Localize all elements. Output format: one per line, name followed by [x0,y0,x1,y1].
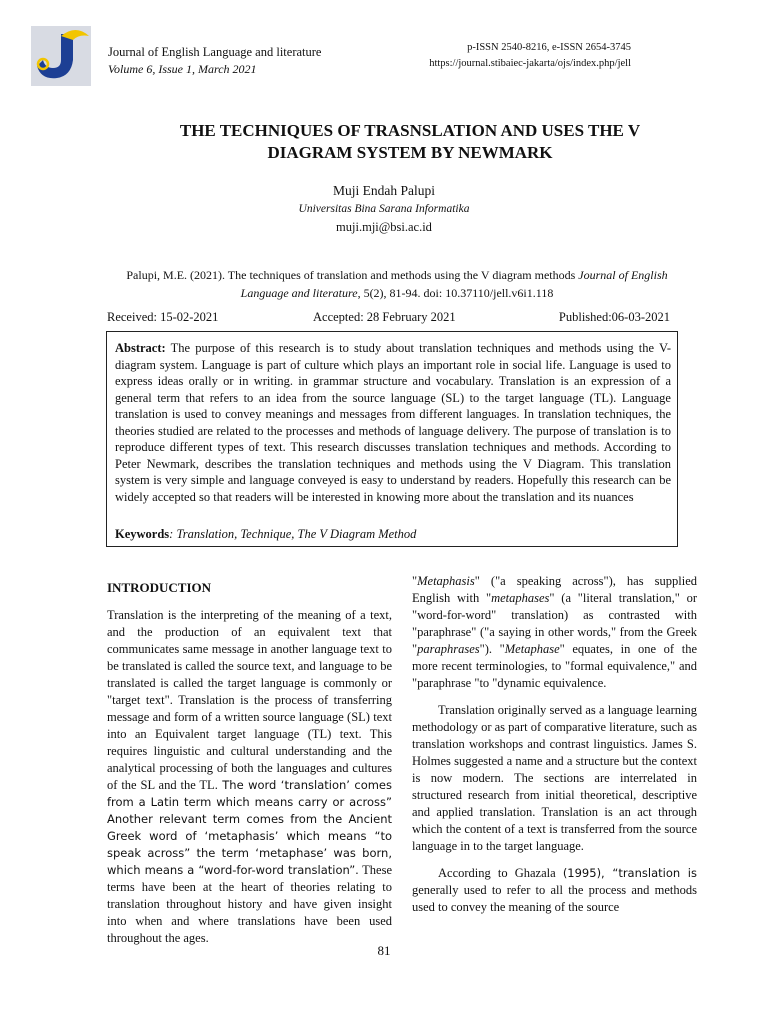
keywords-label: Keywords [115,527,170,541]
title-line-1: THE TECHNIQUES OF TRASNSLATION AND USES THE V [179,121,641,140]
published-date: Published:06-03-2021 [558,310,670,324]
keywords-list: : Translation, Technique, The V Diagram Method [169,527,417,541]
journal-volume: Volume 6, Issue 1, March 2021 [108,62,257,76]
right-column [412,573,697,916]
abstract-body: The purpose of this research is to study about translation techniques and methods using the V-diagram system. Language is part of culture which plays an important role in social life. Language is used to express ideas orally or in writing. in grammar structure and vocabulary. Translation is an expression of a general term that refers to an idea from the source language (SL) to the target language (TL). Language translation is used to convey meanings and messages from different languages. In translation techniques, the theories studied are related to the processes and methods of language delivery. The purpose of translation is to reproduce different types of text. This research discusses translation techniques and methods. According to Peter Newmark, describes the translation techniques and methods using the V Diagram. This translation system is very simple and language conveyed is easy to understand by readers. Hopefully this research can be widely accepted so that readers will be interested in knowing more about the translation and its nuances [115,341,671,504]
text-span: "). " [479,642,505,656]
citation-journal: Journal of English Language and literature [240,268,668,300]
intro-paragraph [107,607,392,947]
right-paragraph-1 [412,573,697,692]
abstract-label: Abstract: [115,341,166,355]
journal-logo [31,26,91,86]
abstract [115,340,671,505]
issn: p-ISSN 2540-8216, e-ISSN 2654-3745 [467,42,631,53]
journal-name: Journal of English Language and literature [108,45,322,59]
intro-text-2: The word ‘translation’ comes from a Latin term which means carry or across” Another relevant term comes from the Ancient Greek word of ‘metaphasis’ which means “to speak across” the term ‘metaphase’ was born, which means a “word-for-word translation”. [107,778,392,877]
text-span: " equates, in one of the more recent terminologies, to "formal equivalence," and "paraphrase "to "dynamic equivalence. [412,642,697,690]
abstract-box [106,331,678,547]
keywords [115,527,416,542]
accepted-date: Accepted: 28 February 2021 [313,310,456,324]
citation [110,266,684,302]
term-paraphrases: paraphrases [417,642,480,656]
text-span: According to Ghazala [438,866,563,880]
term-metaphase: Metaphase [504,642,560,656]
journal-url[interactable]: https://journal.stibaiec-jakarta/ojs/index.php/jell [429,58,631,69]
author-email[interactable]: muji.mji@bsi.ac.id [336,220,432,234]
intro-text-3: These terms have been at the heart of theories relating to translation throughout history and have given insight into when and where translations have been used throughout the ages. [107,863,392,945]
text-span: (1995), “translation is [562,866,697,880]
text-span: " ("a speaking across"), has supplied English with " [412,574,697,605]
text-span: generally used to refer to all the process and methods used to convey the meaning of the source [412,883,697,914]
citation-doi[interactable]: , 5(2), 81-94. doi: 10.37110/jell.v6i1.118 [357,286,554,300]
received-date: Received: 15-02-2021 [107,310,219,324]
right-paragraph-3 [412,865,697,916]
page-number: 81 [377,943,391,958]
right-paragraph-2: Translation originally served as a language learning methodology or as part of comparative literature, such as translation workshops and contrast linguistics. James S. Holmes suggested a name and a structure but the context is now modern. The sections are interrelated in structured research from initial theoretical, descriptive and applied translation. Translation is an act through which the content of a text is transferred from the source language in to the target language. [412,703,697,853]
text-span: " (a "literal translation," or "word-for-word" translation) as contrasted with "paraphrase" ("a saying in other words," from the Greek " [412,591,697,656]
author-affiliation: Universitas Bina Sarana Informatika [298,203,470,215]
citation-text: Palupi, M.E. (2021). The techniques of translation and methods using the V diagram methods [126,268,579,282]
author-name: Muji Endah Palupi [333,183,435,198]
left-column [107,580,392,947]
term-metaphases: metaphases [491,591,550,605]
term-metaphasis: Metaphasis [417,574,475,588]
paper-title [150,120,670,164]
intro-text-1: Translation is the interpreting of the meaning of a text, and the production of an equivalent text that communicates same message in another language text to be translated is called the source text, and language to be translated is called the target language is commonly or "target text". Translation is the process of transferring message and form of a written source language (SL) text into an Equivalent target language (TL) text. This requires linguistic and cultural understanding and the analytical processing of both the languages and cultures of the SL and the TL. [107,608,392,792]
section-heading-introduction: INTRODUCTION [107,580,212,595]
text-span: " [412,574,418,588]
title-line-2: DIAGRAM SYSTEM BY NEWMARK [267,143,553,162]
